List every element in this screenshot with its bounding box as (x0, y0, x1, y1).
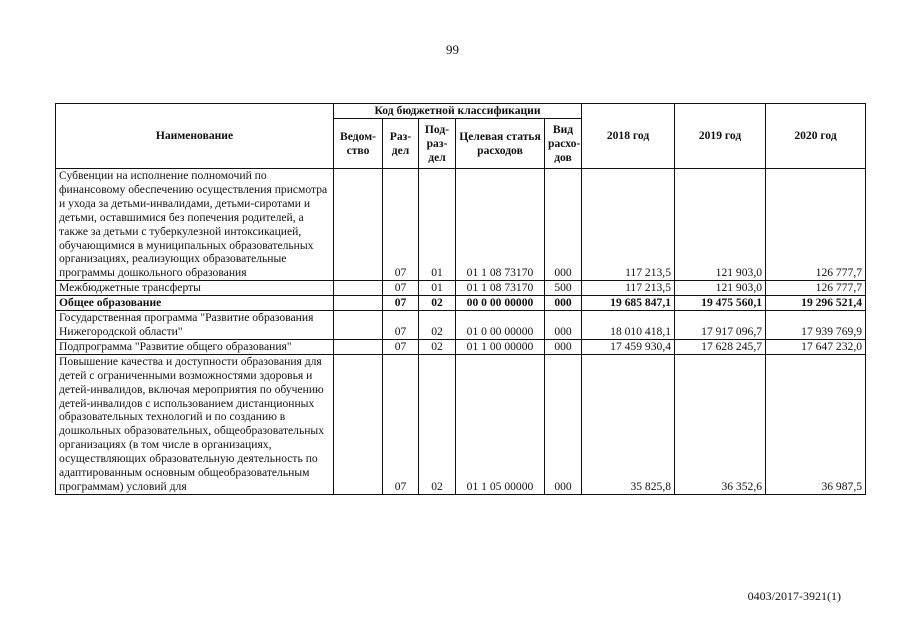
header-2018: 2018 год (582, 104, 675, 169)
header-vid: Вид расхо-дов (545, 119, 582, 169)
cell-2019: 36 352,6 (675, 354, 766, 494)
header-vedomstvo: Ведом-ство (334, 119, 383, 169)
cell-2020: 36 987,5 (766, 354, 866, 494)
cell-podrazdel: 01 (419, 169, 456, 281)
cell-2018: 18 010 418,1 (582, 311, 675, 340)
cell-vedomstvo (334, 281, 383, 296)
cell-2018: 117 213,5 (582, 281, 675, 296)
header-target: Целевая статья расходов (456, 119, 545, 169)
header-podrazdel: Под-раз-дел (419, 119, 456, 169)
table-row (56, 281, 866, 296)
cell-razdel: 07 (383, 311, 419, 340)
cell-2019: 17 917 096,7 (675, 311, 766, 340)
cell-target: 01 1 08 73170 (456, 281, 545, 296)
cell-podrazdel: 02 (419, 354, 456, 494)
table-row (56, 296, 866, 311)
cell-vedomstvo (334, 296, 383, 311)
cell-vid: 500 (545, 281, 582, 296)
cell-2018: 19 685 847,1 (582, 296, 675, 311)
cell-2020: 126 777,7 (766, 281, 866, 296)
cell-name: Повышение качества и доступности образования для детей с ограниченными возможностями здоровья и детей-инвалидов, включая мероприятия по обучению детей-инвалидов с использованием дистанционных образовательных технологий и по созданию в дошкольных образовательных, общеобразовательных организациях (в том числе в организациях, осуществляющих образовательную деятельность по адаптированным основным общеобразовательным программам) условий для (56, 354, 334, 494)
budget-table (55, 103, 866, 495)
cell-2019: 19 475 560,1 (675, 296, 766, 311)
cell-2019: 121 903,0 (675, 281, 766, 296)
cell-target: 01 1 05 00000 (456, 354, 545, 494)
cell-target: 00 0 00 00000 (456, 296, 545, 311)
cell-podrazdel: 02 (419, 311, 456, 340)
cell-target: 01 0 00 00000 (456, 311, 545, 340)
cell-2020: 126 777,7 (766, 169, 866, 281)
cell-2020: 19 296 521,4 (766, 296, 866, 311)
cell-razdel: 07 (383, 169, 419, 281)
document-code: 0403/2017-3921(1) (747, 589, 841, 603)
cell-2018: 35 825,8 (582, 354, 675, 494)
cell-2018: 117 213,5 (582, 169, 675, 281)
cell-podrazdel: 01 (419, 281, 456, 296)
cell-podrazdel: 02 (419, 296, 456, 311)
cell-vedomstvo (334, 339, 383, 354)
cell-2020: 17 939 769,9 (766, 311, 866, 340)
header-2019: 2019 год (675, 104, 766, 169)
cell-vid: 000 (545, 311, 582, 340)
header-name: Наименование (56, 104, 334, 169)
cell-razdel: 07 (383, 281, 419, 296)
table-row (56, 311, 866, 340)
cell-2019: 121 903,0 (675, 169, 766, 281)
cell-name: Подпрограмма "Развитие общего образования" (56, 339, 334, 354)
header-razdel: Раз-дел (383, 119, 419, 169)
cell-target: 01 1 00 00000 (456, 339, 545, 354)
cell-name: Субвенции на исполнение полномочий по финансовому обеспечению осуществления присмотра и ухода за детьми-инвалидами, детьми-сиротами и детьми, оставшимися без попечения родителей, а также за детьми с туберкулезной интоксикацией, обучающимися в муниципальных образовательных организациях, реализующих образовательные программы дошкольного образования (56, 169, 334, 281)
cell-vid: 000 (545, 169, 582, 281)
cell-2020: 17 647 232,0 (766, 339, 866, 354)
cell-name: Государственная программа "Развитие образования Нижегородской области" (56, 311, 334, 340)
cell-razdel: 07 (383, 354, 419, 494)
cell-vedomstvo (334, 311, 383, 340)
page-number: 99 (446, 42, 459, 57)
cell-name: Общее образование (56, 296, 334, 311)
table-row (56, 354, 866, 494)
cell-target: 01 1 08 73170 (456, 169, 545, 281)
cell-vid: 000 (545, 296, 582, 311)
cell-razdel: 07 (383, 296, 419, 311)
table-row (56, 169, 866, 281)
cell-vid: 000 (545, 339, 582, 354)
header-2020: 2020 год (766, 104, 866, 169)
header-code-group: Код бюджетной классификации (334, 104, 582, 119)
cell-2018: 17 459 930,4 (582, 339, 675, 354)
cell-podrazdel: 02 (419, 339, 456, 354)
cell-vid: 000 (545, 354, 582, 494)
cell-vedomstvo (334, 354, 383, 494)
cell-name: Межбюджетные трансферты (56, 281, 334, 296)
cell-2019: 17 628 245,7 (675, 339, 766, 354)
table-row (56, 339, 866, 354)
cell-razdel: 07 (383, 339, 419, 354)
cell-vedomstvo (334, 169, 383, 281)
